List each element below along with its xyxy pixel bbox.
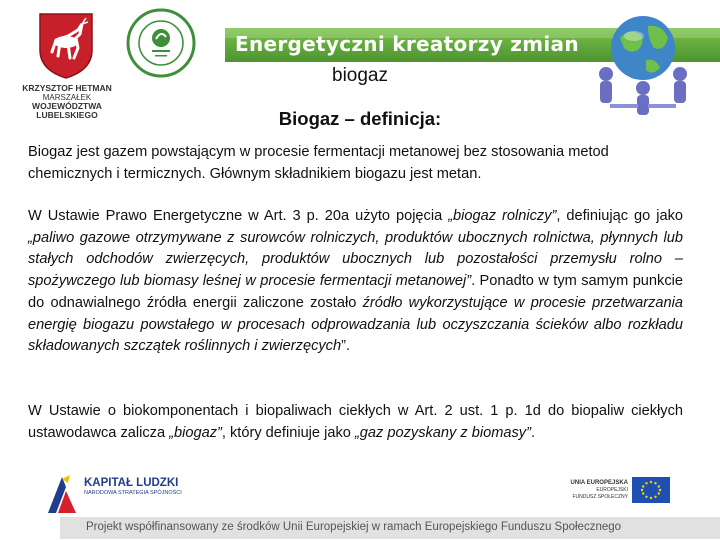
paragraph-biofuels-law: [28, 401, 683, 444]
kapital-ludzki-subtitle: NARODOWA STRATEGIA SPÓJNOŚCI: [84, 490, 182, 496]
p2-source-quote: źródło wykorzystujące w procesie przetwarzania energię biogazu powstałego w procesach odprowadzania lub oczyszczania ścieków albo rozkładu składowanych szczątek roślinnych i zwierzęcych: [28, 294, 683, 355]
p3-definition-quote: „gaz pozyskany z biomasy”: [354, 424, 531, 441]
foundation-seal-logo: [126, 8, 196, 78]
p3-text-e: .: [530, 424, 536, 441]
section-heading: Biogaz – definicja:: [278, 108, 442, 129]
kapital-ludzki-text: [84, 477, 182, 496]
paragraph-energy-law: [28, 206, 683, 358]
globe-people-logo: [588, 8, 698, 118]
document-title: biogaz: [332, 65, 388, 86]
p2-text-a: W Ustawie Prawo Energetyczne w Art. 3 p. 20a użyto pojęcia: [28, 208, 449, 224]
p3-term-biogaz: „biogaz”: [169, 424, 222, 441]
eu-fund-label-1: EUROPEJSKI: [596, 487, 628, 493]
kapital-ludzki-logo: [44, 473, 80, 517]
p2-text-c: , definiując go jako: [556, 208, 683, 224]
footer: [0, 460, 720, 540]
marshal-name: KRZYSZTOF HETMAN: [22, 83, 112, 93]
eu-fund-label-2: FUNDUSZ SPOŁECZNY: [572, 494, 628, 500]
p2-text-e: . Ponadto w tym samym punkcie do odnawialnego źródła energii zaliczone zostało: [28, 273, 683, 311]
marshal-role: MARSZAŁEK: [42, 93, 92, 102]
p3-text-a: W Ustawie o biokomponentach i biopaliwach ciekłych w Art. 2 ust. 1 p. 1d do biopaliw ciekłych ustawodawca zalicza: [28, 403, 683, 441]
kapital-ludzki-title: KAPITAŁ LUDZKI: [84, 477, 179, 489]
eu-union-label: UNIA EUROPEJSKA: [570, 480, 628, 486]
banner-title: Energetyczni kreatorzy zmian: [235, 32, 579, 56]
eu-caption: [560, 480, 628, 501]
header: [0, 0, 720, 125]
p2-term-biogaz-rolniczy: „biogaz rolniczy”: [448, 208, 557, 224]
project-funding-text: Projekt współfinansowany ze środków Unii Europejskiej w ramach Europejskiego Funduszu Społecznego: [86, 521, 622, 533]
p2-definition-quote: „paliwo gazowe otrzymywane z surowców rolniczych, produktów ubocznych rolnictwa, płynnych lub stałych odchodów zwierzęcych, produktów ubocznych lub pozostałości przemysłu rolno – spożywczego lub biomasy leśnej w procesie fermentacji metanowej”: [28, 229, 683, 290]
eu-flag-icon: [632, 477, 670, 503]
p3-text-c: , który definiuje jako: [221, 424, 355, 441]
paragraph-definition: Biogaz jest gazem powstającym w procesie fermentacji metanowej bez stosowania metod chemicznych i termicznych. Głównym składnikiem biogazu jest metan.: [28, 144, 609, 182]
project-footer-bar: [60, 517, 720, 539]
coat-of-arms-logo: [38, 12, 94, 80]
marshal-region: WOJEWÓDZTWA LUBELSKIEGO: [32, 101, 102, 120]
p2-text-g: ”.: [341, 338, 350, 355]
